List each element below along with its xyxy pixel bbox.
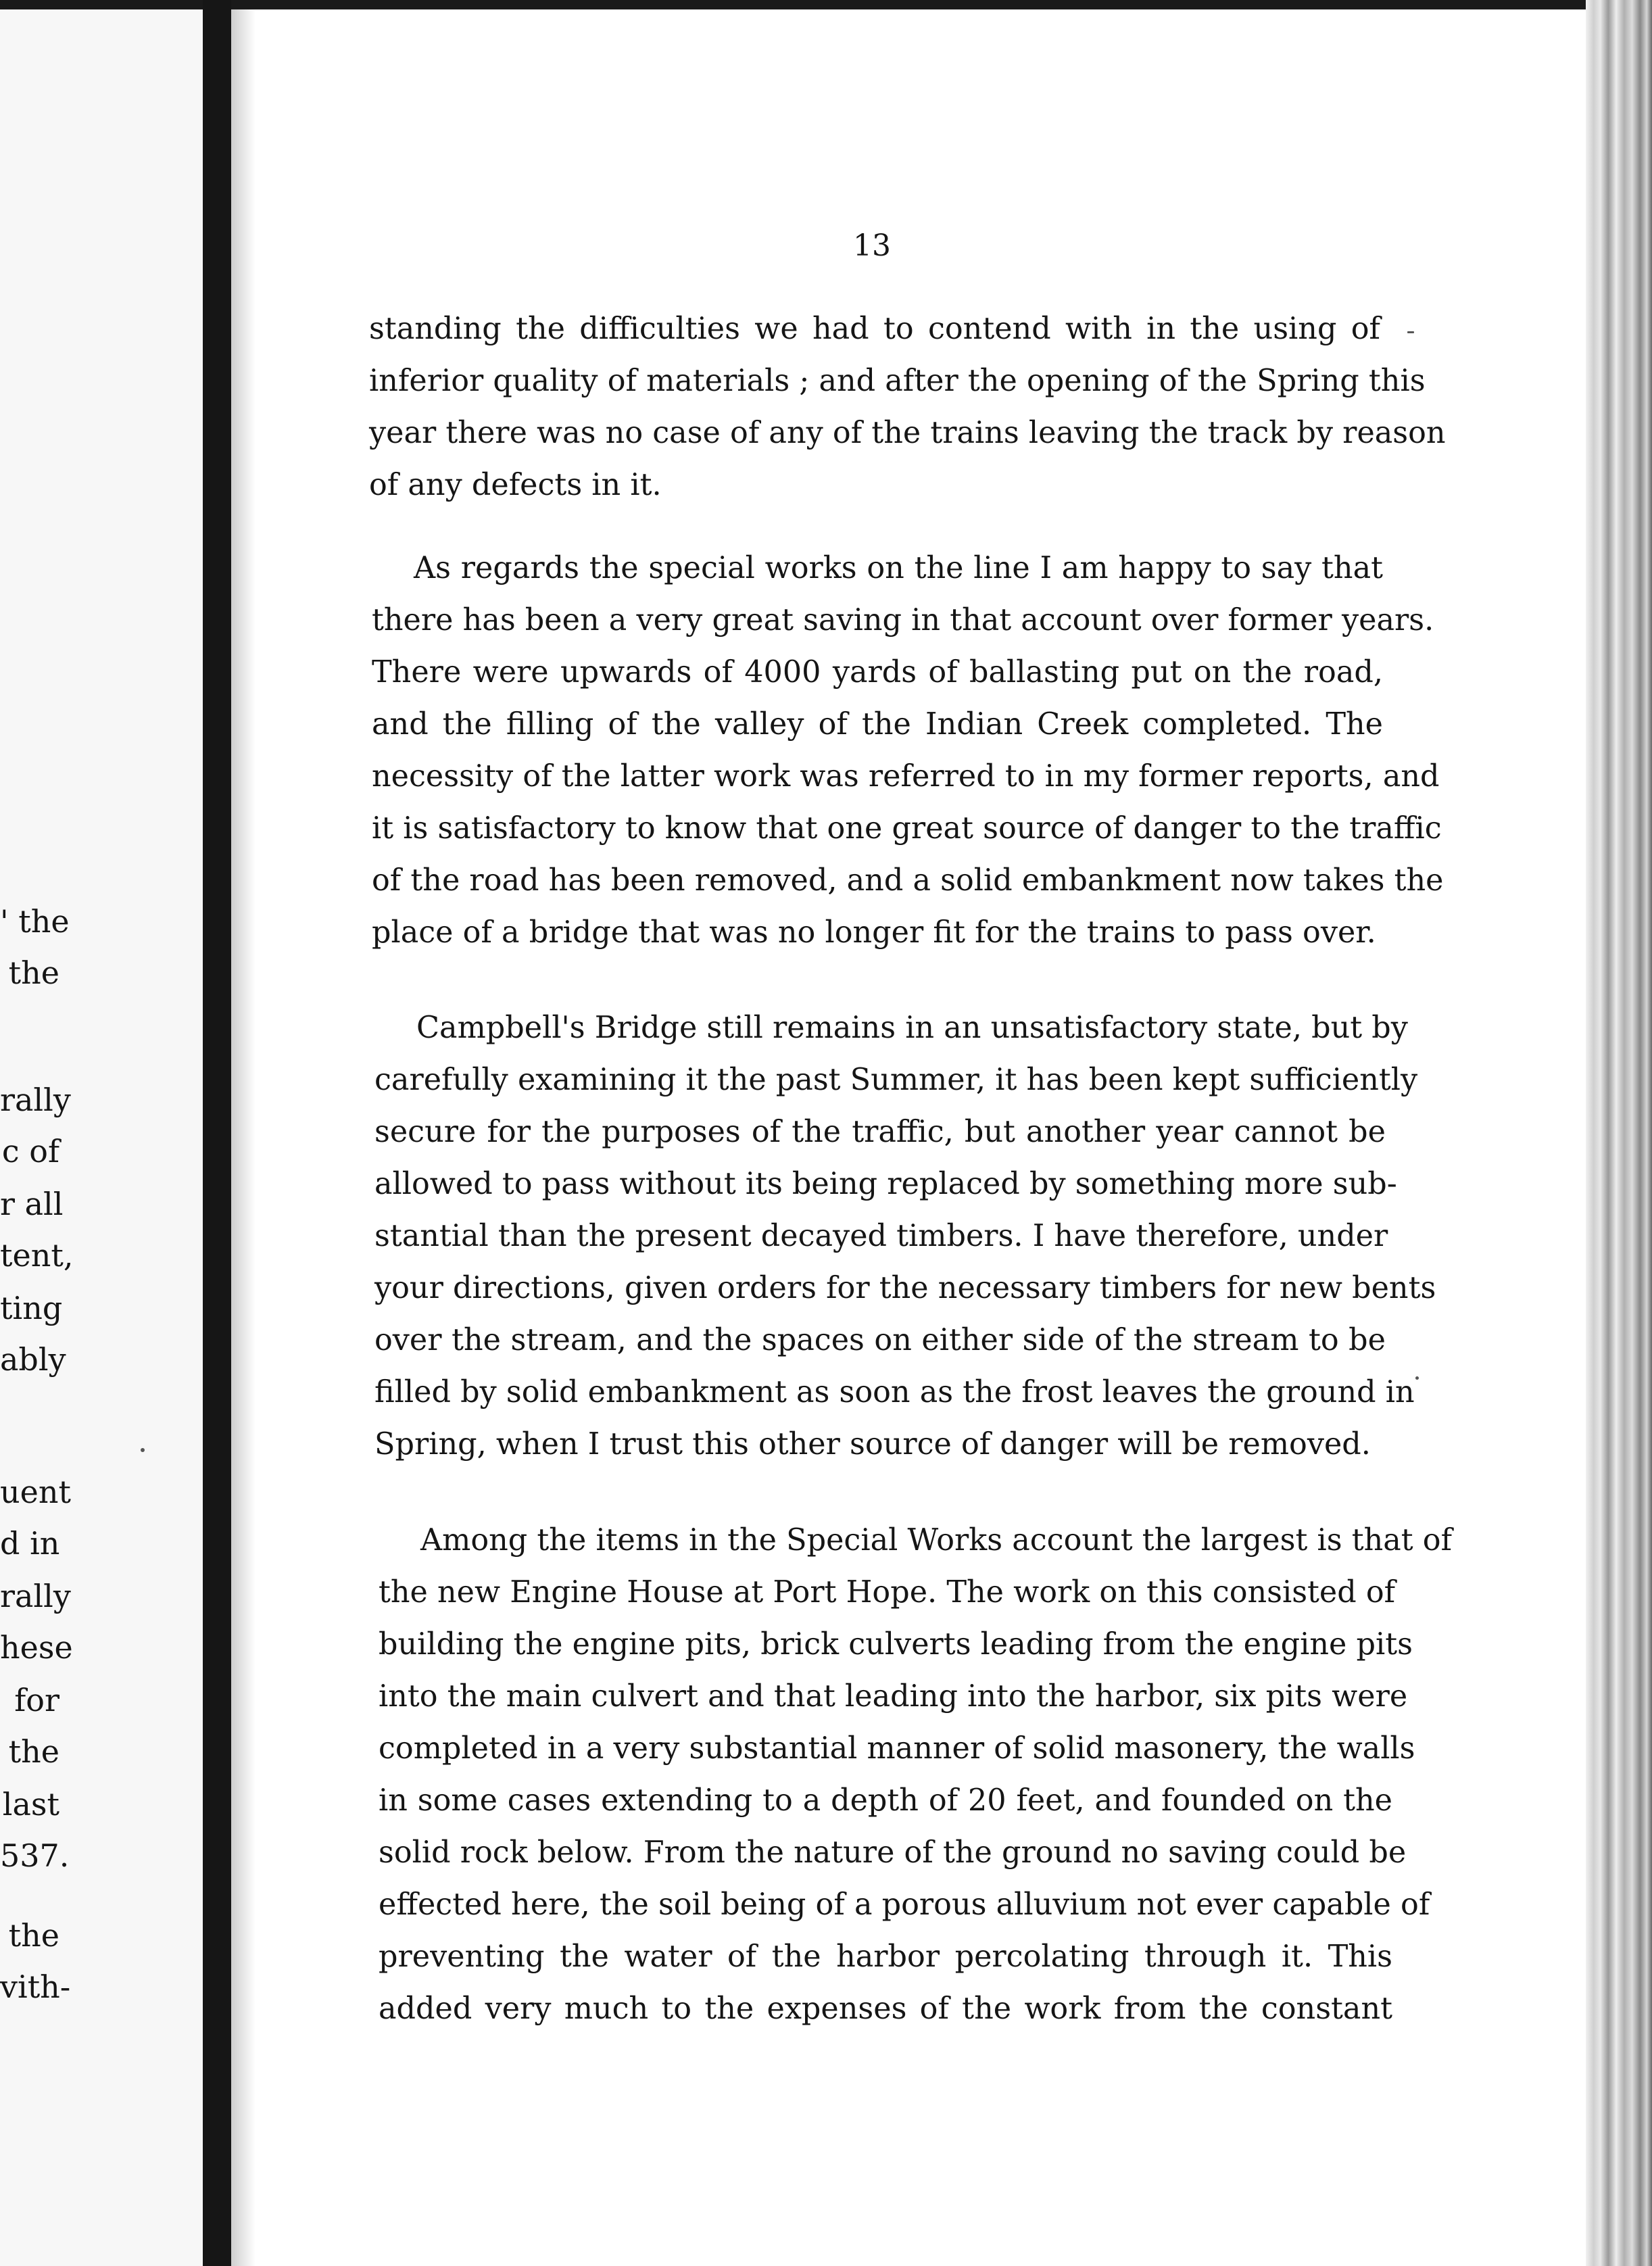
left-fragment: c of <box>1 1133 59 1170</box>
left-fragment: d in <box>0 1525 60 1562</box>
text-line: There were upwards of 4000 yards of ballasting put on the road, <box>372 655 1383 690</box>
left-fragment: rally <box>0 1082 71 1118</box>
text-line: necessity of the latter work was referred to in my former reports, and <box>372 759 1440 794</box>
text-line: carefully examining it the past Summer, it has been kept sufficiently <box>374 1063 1418 1097</box>
left-fragment: ting <box>0 1290 63 1326</box>
left-fragment: vith- <box>0 1969 71 2005</box>
page-edge-stack <box>1586 0 1652 2266</box>
text-line: standing the difficulties we had to contend with in the using of <box>369 312 1380 346</box>
text-line: inferior quality of materials ; and after the opening of the Spring this <box>369 364 1426 398</box>
text-line: into the main culvert and that leading into the harbor, six pits were <box>379 1679 1408 1714</box>
scan-speck <box>1407 331 1414 333</box>
text-line: preventing the water of the harbor percolating through it. This <box>379 1939 1392 1974</box>
text-line: secure for the purposes of the traffic, but another year cannot be <box>374 1115 1386 1149</box>
text-line: Campbell's Bridge still remains in an unsatisfactory state, but by <box>416 1011 1408 1045</box>
gutter-shadow <box>231 9 256 2266</box>
text-line: and the filling of the valley of the Indian Creek completed. The <box>372 707 1383 742</box>
paragraph-2 <box>372 542 1444 959</box>
text-line: effected here, the soil being of a porous alluvium not ever capable of <box>379 1887 1430 1922</box>
paragraph-1 <box>369 303 1446 511</box>
paragraph-4 <box>379 1514 1453 2035</box>
text-line: of any defects in it. <box>369 468 662 502</box>
left-fragment: ably <box>0 1341 66 1378</box>
text-line: completed in a very substantial manner of solid masonery, the walls <box>379 1731 1415 1766</box>
text-line: it is satisfactory to know that one great source of danger to the traffic <box>372 811 1442 846</box>
left-fragment: the <box>8 1733 59 1770</box>
left-fragment: r all <box>0 1186 64 1222</box>
left-fragment: the <box>8 955 59 991</box>
left-fragment: for <box>14 1682 59 1718</box>
text-line: the new Engine House at Port Hope. The work on this consisted of <box>379 1575 1396 1610</box>
left-fragment: last <box>2 1786 59 1823</box>
text-line: solid rock below. From the nature of the ground no saving could be <box>379 1835 1407 1870</box>
text-line: year there was no case of any of the trains leaving the track by reason <box>369 416 1446 450</box>
text-line: allowed to pass without its being replaced by something more sub- <box>374 1167 1397 1201</box>
text-line: of the road has been removed, and a solid embankment now takes the <box>372 863 1444 898</box>
scan-speck <box>141 1448 145 1452</box>
left-fragment: the <box>8 1917 59 1954</box>
text-line: building the engine pits, brick culverts leading from the engine pits <box>379 1627 1413 1662</box>
left-fragment: hese <box>0 1629 73 1666</box>
text-line: your directions, given orders for the necessary timbers for new bents <box>374 1271 1436 1305</box>
text-line: stantial than the present decayed timbers. I have therefore, under <box>374 1219 1388 1253</box>
text-line: Among the items in the Special Works account the largest is that of <box>420 1523 1453 1558</box>
text-line: added very much to the expenses of the work from the constant <box>379 1992 1392 2026</box>
page-number: 13 <box>853 228 891 263</box>
text-line: there has been a very great saving in that account over former years. <box>372 603 1434 637</box>
text-line: in some cases extending to a depth of 20 feet, and founded on the <box>379 1783 1392 1818</box>
text-line: place of a bridge that was no longer fit for the trains to pass over. <box>372 915 1376 950</box>
text-line: filled by solid embankment as soon as the frost leaves the ground in <box>374 1375 1415 1409</box>
left-fragment: 537. <box>0 1837 70 1874</box>
scan-top-edge <box>0 0 1652 9</box>
left-fragment: ' the <box>0 903 70 940</box>
left-fragment: uent <box>0 1474 71 1510</box>
scan-speck <box>1415 1376 1419 1380</box>
left-fragment: tent, <box>0 1237 74 1274</box>
left-fragment: rally <box>0 1578 71 1614</box>
text-line: over the stream, and the spaces on either side of the stream to be <box>374 1323 1386 1357</box>
book-gutter <box>203 0 231 2266</box>
text-line: Spring, when I trust this other source of danger will be removed. <box>374 1427 1371 1462</box>
text-line: As regards the special works on the line I am happy to say that <box>414 551 1383 585</box>
paragraph-3 <box>374 1002 1436 1470</box>
